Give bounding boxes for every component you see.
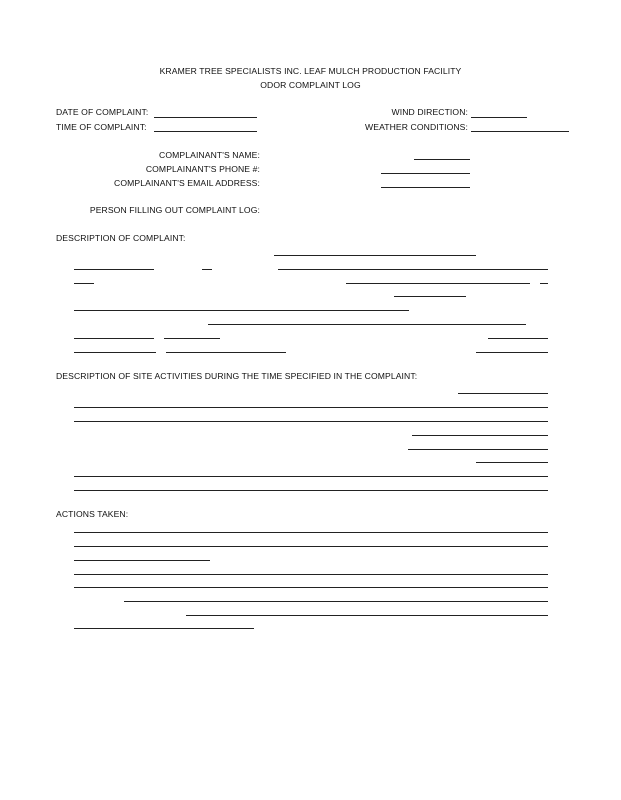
description-line-2c [278, 269, 548, 270]
site-line-2 [74, 407, 548, 408]
actions-line-2 [74, 546, 548, 547]
description-line-6 [208, 324, 526, 325]
complainant-name-label: COMPLAINANT'S NAME: [159, 150, 260, 160]
complainant-email-line [381, 187, 470, 188]
description-line-8b [166, 352, 286, 353]
description-line-7c [488, 338, 548, 339]
description-line-1 [274, 255, 476, 256]
form-subtitle: ODOR COMPLAINT LOG [260, 80, 361, 90]
complainant-phone-label: COMPLAINANT'S PHONE #: [145, 164, 260, 174]
weather-conditions-label: WEATHER CONDITIONS: [365, 122, 468, 132]
date-of-complaint-line [154, 117, 257, 118]
description-line-7a [74, 338, 154, 339]
description-line-3c [540, 283, 548, 284]
description-line-4 [394, 296, 466, 297]
date-of-complaint-label: DATE OF COMPLAINT: [56, 107, 149, 117]
actions-line-8 [74, 628, 254, 629]
site-line-4 [412, 435, 548, 436]
actions-line-6 [124, 601, 548, 602]
wind-direction-label: WIND DIRECTION: [391, 107, 468, 117]
site-line-1 [458, 393, 548, 394]
description-line-3a [74, 283, 94, 284]
actions-line-5 [74, 587, 548, 588]
site-activities-label: DESCRIPTION OF SITE ACTIVITIES DURING THE TIME SPECIFIED IN THE COMPLAINT: [56, 371, 418, 381]
actions-line-4 [74, 574, 548, 575]
description-line-5 [74, 310, 409, 311]
complainant-name-line [414, 159, 470, 160]
form-title: KRAMER TREE SPECIALISTS INC. LEAF MULCH PRODUCTION FACILITY [159, 66, 462, 76]
weather-conditions-line [471, 131, 569, 132]
complainant-email-label: COMPLAINANT'S EMAIL ADDRESS: [114, 178, 260, 188]
time-of-complaint-line [154, 131, 257, 132]
site-line-5 [408, 449, 548, 450]
actions-line-1 [74, 532, 548, 533]
wind-direction-line [471, 117, 527, 118]
description-line-8a [74, 352, 156, 353]
person-filling-label: PERSON FILLING OUT COMPLAINT LOG: [89, 205, 260, 215]
site-line-3 [74, 421, 548, 422]
description-line-8c [476, 352, 548, 353]
actions-taken-label: ACTIONS TAKEN: [56, 509, 129, 519]
description-line-2b [202, 269, 212, 270]
time-of-complaint-label: TIME OF COMPLAINT: [56, 122, 147, 132]
site-line-7 [74, 476, 548, 477]
description-of-complaint-label: DESCRIPTION OF COMPLAINT: [56, 233, 186, 243]
actions-line-3 [74, 560, 210, 561]
actions-line-7 [186, 615, 548, 616]
complainant-phone-line [381, 173, 470, 174]
description-line-2a [74, 269, 154, 270]
description-line-7b [164, 338, 220, 339]
site-line-6 [476, 462, 548, 463]
site-line-8 [74, 490, 548, 491]
description-line-3b [346, 283, 530, 284]
